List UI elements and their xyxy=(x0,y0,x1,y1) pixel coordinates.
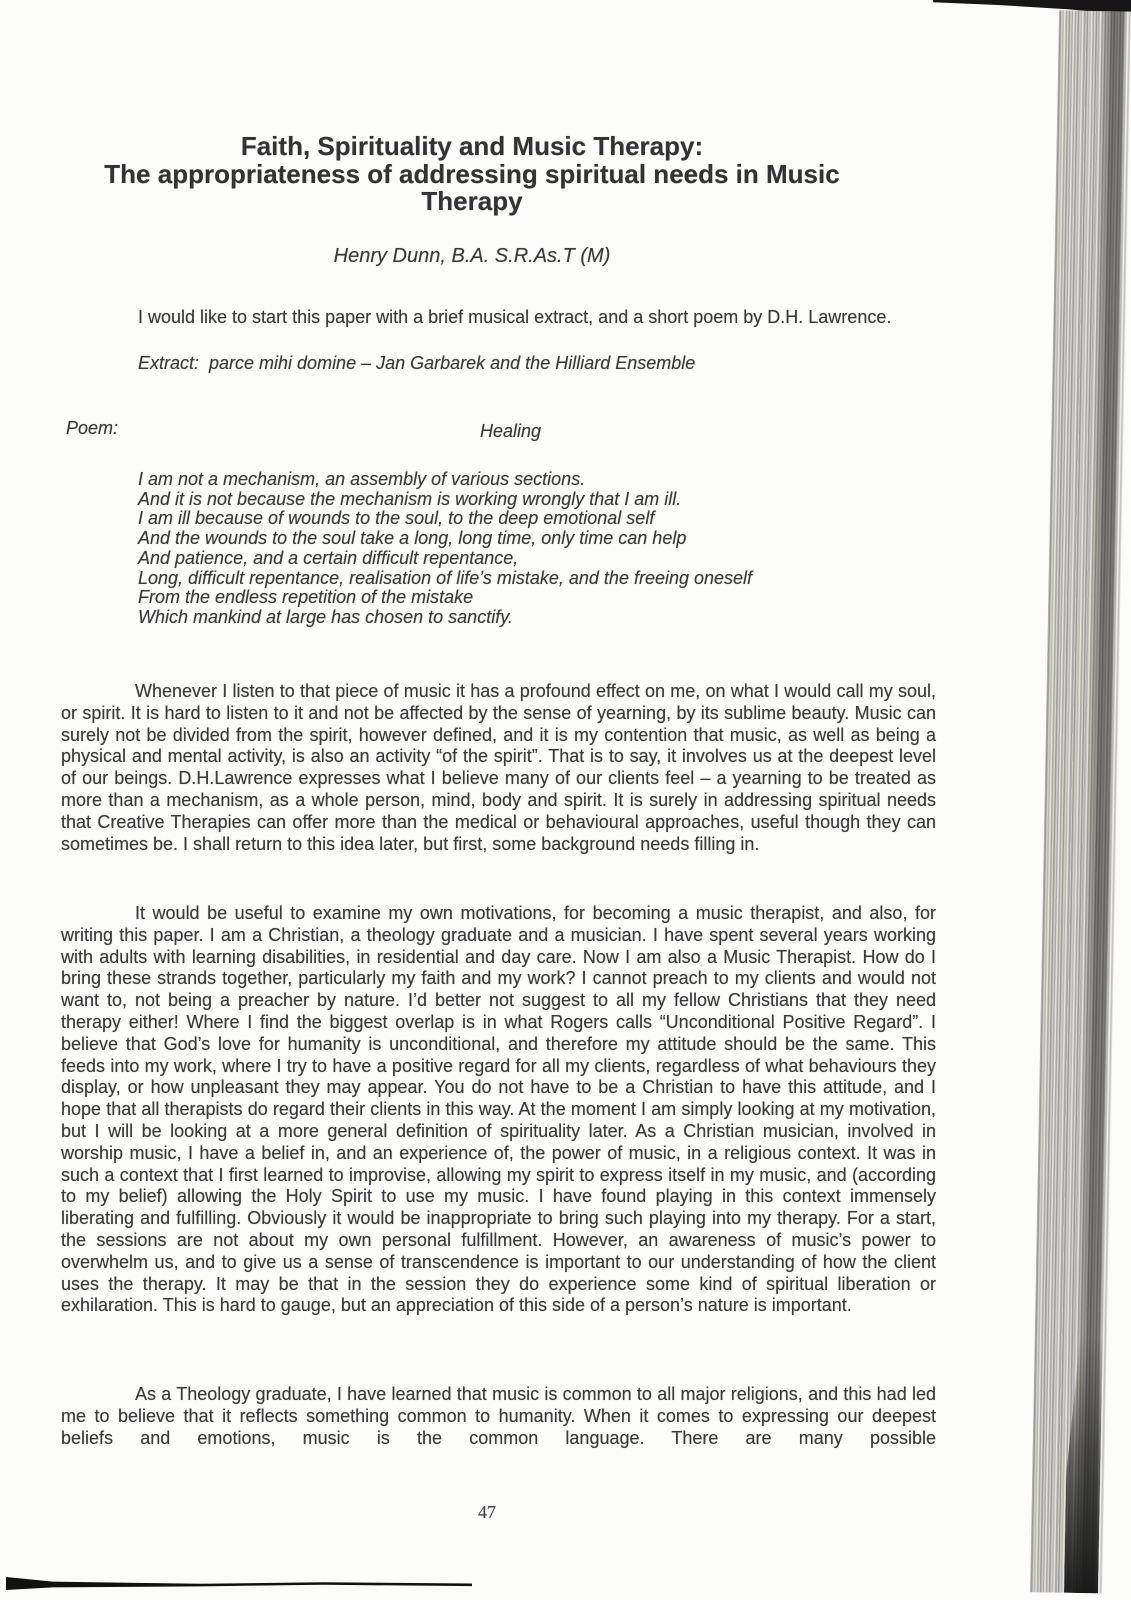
poem-line: Long, difficult repentance, realisation of life’s mistake, and the freeing oneself xyxy=(138,567,753,588)
body-paragraph: Whenever I listen to that piece of music it has a profound effect on me, on what I would call my soul, or spirit. It is hard to listen to it and not be affected by the sense of yearning, by its sublime beauty. Music can surely not be divided from the spirit, however defined, and it is my contention that music, as well as being a physical and mental activity, is also an activity “of the spirit”. That is to say, it involves us at the deepest level of our beings. D.H.Lawrence expresses what I believe many of our clients feel – a yearning to be treated as more than a mechanism, as a whole person, mind, body and spirit. It is surely in addressing spiritual needs that Creative Therapies can offer more than the medical or behavioural approaches, useful though they can sometimes be. I shall return to this idea later, but first, some background needs filling in. xyxy=(61,681,936,854)
body-paragraph: As a Theology graduate, I have learned that music is common to all major religions, and this had led me to believe that it reflects something common to humanity. When it comes to expressing our deepest beliefs and emotions, music is the common language. There are many possible xyxy=(61,1384,936,1448)
poem-line: Which mankind at large has chosen to sanctify. xyxy=(138,606,513,627)
book-page-edge-strip xyxy=(1030,10,1131,1593)
author-byline: Henry Dunn, B.A. S.R.As.T (M) xyxy=(333,245,611,267)
poem-line: And it is not because the mechanism is working wrongly that I am ill. xyxy=(138,488,682,509)
scan-artifact-bottom-edge xyxy=(6,1577,472,1590)
body-paragraph: It would be useful to examine my own motivations, for becoming a music therapist, and also, for writing this paper. I am a Christian, a theology graduate and a musician. I have spent several years working with adults with learning disabilities, in residential and day care. Now I am also a Music Therapist. How do I bring these strands together, particularly my faith and my work? I cannot preach to my clients and would not want to, not being a preacher by nature. I’d better not suggest to all my fellow Christians that they need therapy either! Where I find the biggest overlap is in what Rogers calls “Unconditional Positive Regard”. I believe that God’s love for humanity is unconditional, and therefore my attitude should be the same. This feeds into my work, where I try to have a positive regard for all my clients, regardless of what behaviours they display, or how unpleasant they may appear. You do not have to be a Christian to have this attitude, and I hope that all therapists do regard their clients in this way. At the moment I am simply looking at my motivation, but I will be looking at a more general definition of spirituality later. As a Christian musician, involved in worship music, I have a belief in, and an experience of, the power of music, in a religious context. It was in such a context that I first learned to improvise, allowing my spirit to express itself in my music, and (according to my belief) allowing the Holy Spirit to use my music. I have found playing in this context immensely liberating and fulfilling. Obviously it would be inappropriate to bring such playing into my therapy. For a start, the sessions are not about my own personal fulfillment. However, an awareness of music’s power to overwhelm us, and to give us a sense of transcendence is important to our understanding of how the client uses the therapy. It may be that in the session they do experience some kind of spiritual liberation or exhilaration. This is hard to gauge, but an appreciation of this side of a person’s nature is important. xyxy=(61,903,936,1316)
paper-title-line: Faith, Spirituality and Music Therapy: xyxy=(240,131,704,161)
poem-line: I am not a mechanism, an assembly of various sections. xyxy=(138,469,586,489)
poem-line: From the endless repetition of the mistake xyxy=(138,587,474,608)
paper-title xyxy=(0,133,944,216)
poem-label: Poem: xyxy=(66,418,119,438)
poem-line: And the wounds to the soul take a long, long time, only time can help xyxy=(138,528,687,549)
paper-title-line: The appropriateness of addressing spiritual needs in Music xyxy=(104,158,840,189)
poem-title: Healing xyxy=(479,421,542,441)
extract-line: Extract: parce mihi domine – Jan Garbarek and the Hilliard Ensemble xyxy=(138,353,696,373)
page-number: 47 xyxy=(478,1502,496,1522)
intro-paragraph: I would like to start this paper with a brief musical extract, and a short poem by D.H. Lawrence. xyxy=(138,307,892,327)
poem-body xyxy=(138,470,938,628)
paper-title-line: Therapy xyxy=(421,186,523,216)
poem-line: I am ill because of wounds to the soul, to the deep emotional self xyxy=(138,508,655,529)
poem-line: And patience, and a certain difficult repentance, xyxy=(138,547,519,568)
